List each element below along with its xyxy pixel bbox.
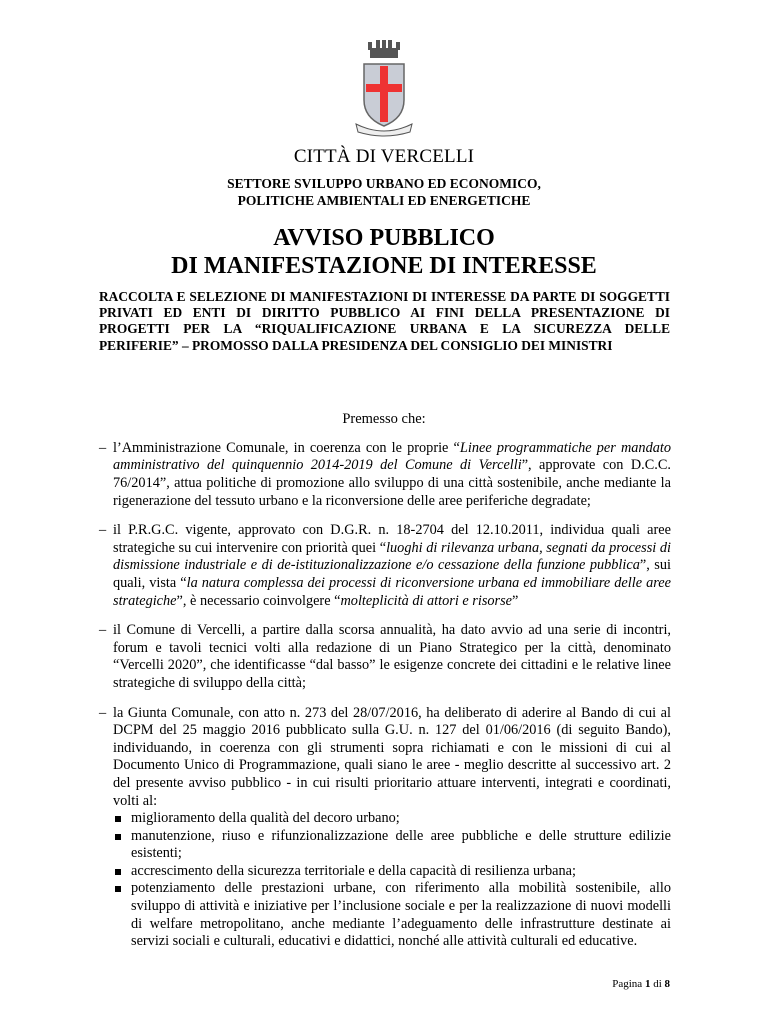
city-coat-of-arms-logo [352,40,416,140]
paragraph-text: l’Amministrazione Comunale, in coerenza con le proprie “ [113,439,460,456]
paragraph-text: ” [512,592,519,609]
square-bullet-icon [115,834,121,840]
dash-marker: – [99,522,107,539]
italic-quote: luoghi di rilevanza urbana, segnati da processi di dismissione industriale e di de-istituzionalizzazione e/o cessazione della funzione pubblica [113,539,671,574]
bullet-text: miglioramento della qualità del decoro urbano; [131,810,400,827]
bullet-text: accrescimento della sicurezza territoriale e della capacità di resilienza urbana; [131,862,576,879]
paragraph-text: ”, approvate con D.C.C. 76/2014”, attua politiche di promozione allo sviluppo di una città sostenibile, anche mediante la rigenerazione del tessuto urbano e la riconversione delle aree periferiche degradate; [113,457,671,509]
premise-paragraph [99,705,671,951]
dash-marker: – [99,704,107,721]
italic-quote: molteplicità di attori e risorse [340,592,513,609]
department-line: POLITICHE AMBIENTALI ED ENERGETICHE [237,193,531,208]
paragraph-text: la Giunta Comunale, con atto n. 273 del 28/07/2016, ha deliberato di aderire al Bando di cui al DCPM del 25 maggio 2016 pubblicato sulla G.U. n. 127 del 01/06/2016 (di seguito Bando), individuando, in coerenza con gli strumenti sopra richiamati e con le missioni di cui al Documento Unico di Programmazione, quali siano le aree - meglio descritte al successivo art. 2 del presente avviso pubblico - in cui risulti prioritario attuare interventi, integrati e coordinati, volti al: [113,704,671,809]
bullet-item [113,863,671,881]
department-heading [0,175,768,209]
square-bullet-icon [115,816,121,822]
bullet-item [113,880,671,950]
premise-paragraph [99,522,671,610]
italic-quote: Linee programmatiche per mandato amministrativo del quinquennio 2014-2019 del Comune di Vercelli [113,439,671,474]
city-name: CITTÀ DI VERCELLI [293,146,475,167]
dash-marker: – [99,622,107,639]
title-line: DI MANIFESTAZIONE DI INTERESSE [171,253,597,279]
premise-paragraph [99,622,671,692]
premise-paragraph [99,440,671,510]
page-number [612,963,670,991]
bullet-item [113,828,671,863]
page-label: Pagina [612,977,645,990]
document-subject: RACCOLTA E SELEZIONE DI MANIFESTAZIONI DI INTERESSE DA PARTE DI SOGGETTI PRIVATI ED ENTI DI DIRITTO PUBBLICO AI FINI DELLA PRESENTAZIONE DI PROGETTI PER LA “RIQUALIFICAZIONE URBANA E LA SICUREZZA DELLE PERIFERIE” – PROMOSSO DALLA PRESIDENZA DEL CONSIGLIO DEI MINISTRI [99,289,670,353]
paragraph-text: il P.R.G.C. vigente, approvato con D.G.R. n. 18-2704 del 12.10.2011, individua quali aree strategiche su cui intervenire con priorità quei “ [113,522,671,556]
document-body [99,440,671,963]
document-title [0,224,768,280]
square-bullet-icon [115,886,121,892]
bullet-text: potenziamento delle prestazioni urbane, con riferimento alla mobilità sostenibile, allo sviluppo di attività e iniziative per l’inclusione sociale e per la realizzazione di nuovi modelli di welfare metropolitano, anche mediante l’adeguamento delle infrastrutture destinate ai servizi sociali e culturali, educativi e didattici, nonché alle attività culturali ed educative. [131,880,671,950]
total-pages: 8 [664,977,670,990]
italic-quote: la natura complessa dei processi di riconversione urbana ed immobiliare delle aree strategiche [113,574,671,609]
paragraph-text: ”, è necessario coinvolgere “ [176,592,341,609]
page-sep: di [650,977,665,990]
premesso-heading: Premesso che: [342,410,426,427]
paragraph-text: il Comune di Vercelli, a partire dalla scorsa annualità, ha dato avvio ad una serie di incontri, forum e tavoli tecnici volti alla redazione di un Piano Strategico per la città, denominato “Vercelli 2020”, che identificasse “dal basso” le esigenze concrete dei cittadini e le relative linee strategiche di sviluppo della città; [113,622,671,691]
current-page: 1 [644,977,651,990]
dash-marker: – [99,439,107,456]
department-line: SETTORE SVILUPPO URBANO ED ECONOMICO, [227,176,541,191]
bullet-list [113,810,671,951]
bullet-text: manutenzione, riuso e rifunzionalizzazione delle aree pubbliche e delle strutture edilizie esistenti; [131,827,671,862]
square-bullet-icon [115,869,121,875]
title-line: AVVISO PUBBLICO [273,225,495,251]
bullet-item [113,810,671,828]
paragraph-text: ”, sui quali, vista “ [113,557,671,591]
